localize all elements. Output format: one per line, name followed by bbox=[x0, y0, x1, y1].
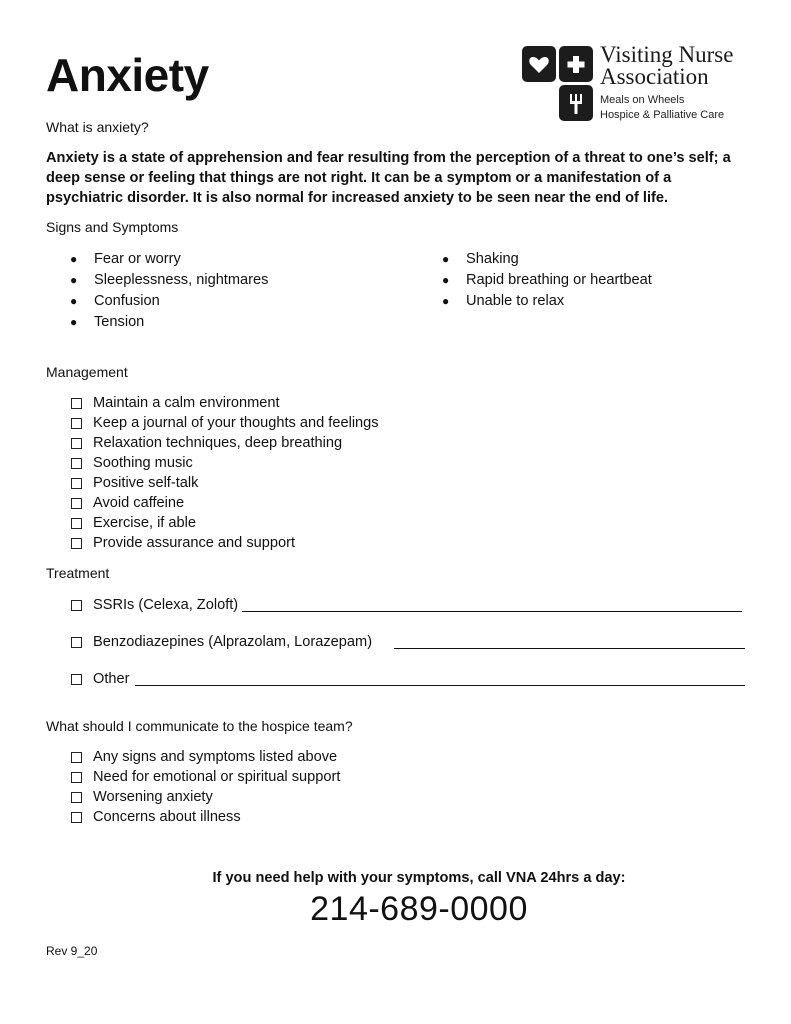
checkbox-label: Other bbox=[93, 671, 130, 687]
checkbox-label: Positive self-talk bbox=[93, 475, 199, 491]
management-checklist bbox=[70, 393, 379, 553]
management-item bbox=[70, 413, 379, 433]
checkbox[interactable] bbox=[71, 498, 82, 509]
list-item: ● Shaking bbox=[442, 251, 519, 267]
checkbox-label: SSRIs (Celexa, Zoloft) bbox=[93, 597, 239, 613]
checkbox-label: Any signs and symptoms listed above bbox=[93, 749, 338, 765]
signs-list-left bbox=[70, 249, 268, 333]
heart-icon bbox=[522, 46, 556, 82]
signs-list-right bbox=[442, 249, 652, 312]
treatment-item-ssri bbox=[70, 595, 742, 615]
checkbox[interactable] bbox=[71, 458, 82, 469]
checkbox-label: Avoid caffeine bbox=[93, 495, 185, 511]
checkbox-label: Provide assurance and support bbox=[93, 535, 296, 551]
list-item-label: Rapid breathing or heartbeat bbox=[466, 272, 652, 288]
checkbox-label: Soothing music bbox=[93, 455, 193, 471]
checkbox[interactable] bbox=[71, 518, 82, 529]
management-item bbox=[70, 473, 379, 493]
list-item: ● Tension bbox=[70, 314, 145, 330]
checkbox[interactable] bbox=[71, 637, 82, 648]
management-item bbox=[70, 533, 379, 553]
list-item: ● Unable to relax bbox=[442, 293, 565, 309]
list-item-label: Tension bbox=[94, 314, 145, 330]
logo-name bbox=[600, 44, 733, 88]
management-item bbox=[70, 433, 379, 453]
management-heading: Management bbox=[46, 364, 128, 380]
fork-icon bbox=[559, 85, 593, 121]
checkbox[interactable] bbox=[71, 418, 82, 429]
checkbox[interactable] bbox=[71, 674, 82, 685]
management-item bbox=[70, 513, 379, 533]
treatment-item-other bbox=[70, 669, 745, 689]
list-item-label: Sleeplessness, nightmares bbox=[94, 272, 269, 288]
list-item: ● Rapid breathing or heartbeat bbox=[442, 272, 652, 288]
list-item: ● Sleeplessness, nightmares bbox=[70, 272, 269, 288]
intro-answer: Anxiety is a state of apprehension and fear resulting from the perception of a threat to one’s self; a deep sense or feeling that things are not right. It can be a symptom or a manifestation of a psychiatric disorder. It is also normal for increased anxiety to be seen near the end of life. bbox=[46, 150, 731, 206]
signs-heading: Signs and Symptoms bbox=[46, 219, 179, 235]
checkbox[interactable] bbox=[71, 538, 82, 549]
checkbox-label: Exercise, if able bbox=[93, 515, 197, 531]
communicate-item bbox=[70, 767, 340, 787]
checkbox[interactable] bbox=[71, 398, 82, 409]
logo-sub-hospice: Hospice & Palliative Care bbox=[600, 109, 725, 121]
list-item-label: Unable to relax bbox=[466, 293, 565, 309]
checkbox-label: Concerns about illness bbox=[93, 809, 241, 825]
phone-number[interactable]: 214-689-0000 bbox=[310, 890, 528, 928]
communicate-heading: What should I communicate to the hospice team? bbox=[46, 718, 353, 734]
checkbox[interactable] bbox=[71, 478, 82, 489]
list-item: ● Confusion bbox=[70, 293, 160, 309]
communicate-checklist bbox=[70, 747, 340, 827]
list-item-label: Fear or worry bbox=[94, 251, 181, 267]
fill-in-line[interactable] bbox=[242, 611, 742, 612]
checkbox[interactable] bbox=[71, 752, 82, 763]
list-item: ● Fear or worry bbox=[70, 251, 181, 267]
checkbox[interactable] bbox=[71, 792, 82, 803]
help-text: If you need help with your symptoms, call VNA 24hrs a day: bbox=[212, 870, 626, 886]
management-item bbox=[70, 393, 379, 413]
logo-name-line2: Association bbox=[600, 64, 709, 89]
intro-question: What is anxiety? bbox=[46, 119, 149, 135]
checkbox[interactable] bbox=[71, 600, 82, 611]
revision-label: Rev 9_20 bbox=[46, 944, 98, 958]
vna-logo bbox=[522, 44, 762, 124]
treatment-item-benzodiazepines bbox=[70, 632, 745, 652]
treatment-heading: Treatment bbox=[46, 565, 110, 581]
fill-in-line[interactable] bbox=[394, 648, 745, 649]
cross-icon bbox=[559, 46, 593, 82]
checkbox-label: Maintain a calm environment bbox=[93, 395, 280, 411]
checkbox-label: Benzodiazepines (Alprazolam, Lorazepam) bbox=[93, 634, 373, 650]
communicate-item bbox=[70, 747, 340, 767]
page-title: Anxiety bbox=[46, 49, 209, 101]
checkbox-label: Need for emotional or spiritual support bbox=[93, 769, 341, 785]
fill-in-line[interactable] bbox=[135, 685, 745, 686]
checkbox[interactable] bbox=[71, 812, 82, 823]
management-item bbox=[70, 493, 379, 513]
logo-name-line1: Visiting Nurse bbox=[600, 42, 734, 67]
list-item-label: Shaking bbox=[466, 251, 519, 267]
checkbox-label: Worsening anxiety bbox=[93, 789, 213, 805]
checkbox-label: Keep a journal of your thoughts and feelings bbox=[93, 415, 379, 431]
checkbox[interactable] bbox=[71, 772, 82, 783]
checkbox[interactable] bbox=[71, 438, 82, 449]
logo-sub-meals: Meals on Wheels bbox=[600, 94, 685, 106]
communicate-item bbox=[70, 787, 340, 807]
list-item-label: Confusion bbox=[94, 293, 160, 309]
checkbox-label: Relaxation techniques, deep breathing bbox=[93, 435, 343, 451]
communicate-item bbox=[70, 807, 340, 827]
management-item bbox=[70, 453, 379, 473]
